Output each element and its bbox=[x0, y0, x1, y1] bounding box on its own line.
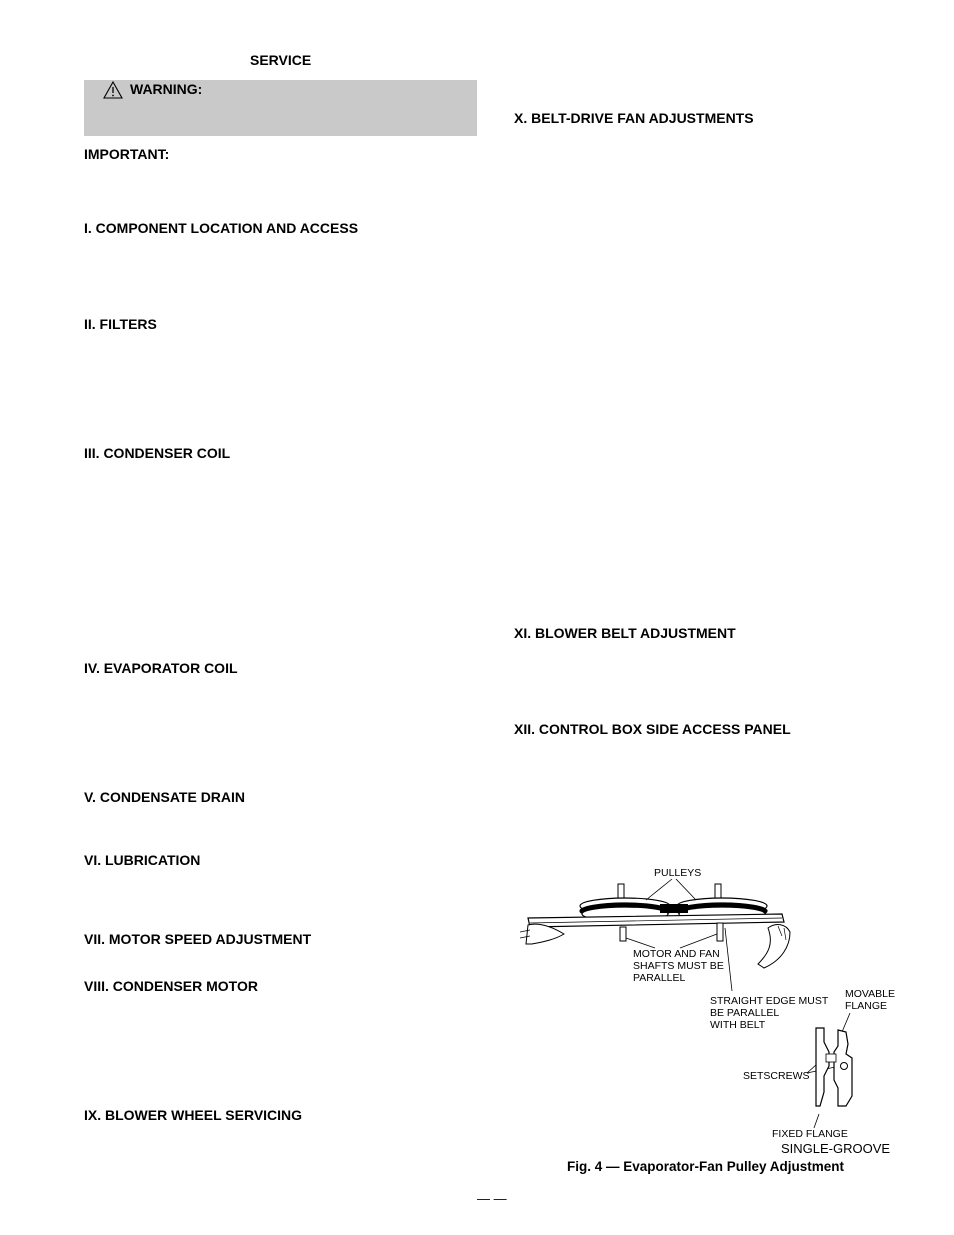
important-label: IMPORTANT: bbox=[84, 146, 170, 162]
section-heading-belt-drive-fan: X. BELT-DRIVE FAN ADJUSTMENTS bbox=[514, 110, 754, 126]
section-heading-condensate-drain: V. CONDENSATE DRAIN bbox=[84, 789, 246, 805]
page-title: SERVICE bbox=[250, 52, 312, 68]
section-heading-motor-speed: VII. MOTOR SPEED ADJUSTMENT bbox=[84, 931, 312, 947]
section-heading-blower-wheel: IX. BLOWER WHEEL SERVICING bbox=[84, 1107, 303, 1123]
section-heading-filters: II. FILTERS bbox=[84, 316, 157, 332]
page-number: — — bbox=[477, 1191, 507, 1206]
warning-triangle-icon bbox=[103, 81, 123, 99]
label-single-groove: SINGLE-GROOVE bbox=[781, 1141, 891, 1156]
section-heading-evaporator-coil: IV. EVAPORATOR COIL bbox=[84, 660, 238, 676]
label-pulleys: PULLEYS bbox=[654, 867, 702, 879]
figure-caption: Fig. 4 — Evaporator-Fan Pulley Adjustment bbox=[567, 1159, 845, 1174]
section-heading-condenser-coil: III. CONDENSER COIL bbox=[84, 445, 231, 461]
label-movable-flange: MOVABLE FLANGE bbox=[845, 988, 895, 1012]
section-heading-lubrication: VI. LUBRICATION bbox=[84, 852, 201, 868]
label-straight-edge: STRAIGHT EDGE MUST BE PARALLEL WITH BELT bbox=[710, 995, 829, 1031]
warning-label: WARNING: bbox=[130, 81, 203, 97]
section-heading-blower-belt: XI. BLOWER BELT ADJUSTMENT bbox=[514, 625, 736, 641]
section-heading-control-box: XII. CONTROL BOX SIDE ACCESS PANEL bbox=[514, 721, 791, 737]
label-setscrews: SETSCREWS bbox=[743, 1070, 810, 1082]
section-heading-component-location: I. COMPONENT LOCATION AND ACCESS bbox=[84, 220, 359, 236]
label-fixed-flange: FIXED FLANGE bbox=[772, 1128, 848, 1140]
label-shafts: MOTOR AND FAN SHAFTS MUST BE PARALLEL bbox=[633, 948, 724, 984]
section-heading-condenser-motor: VIII. CONDENSER MOTOR bbox=[84, 978, 258, 994]
